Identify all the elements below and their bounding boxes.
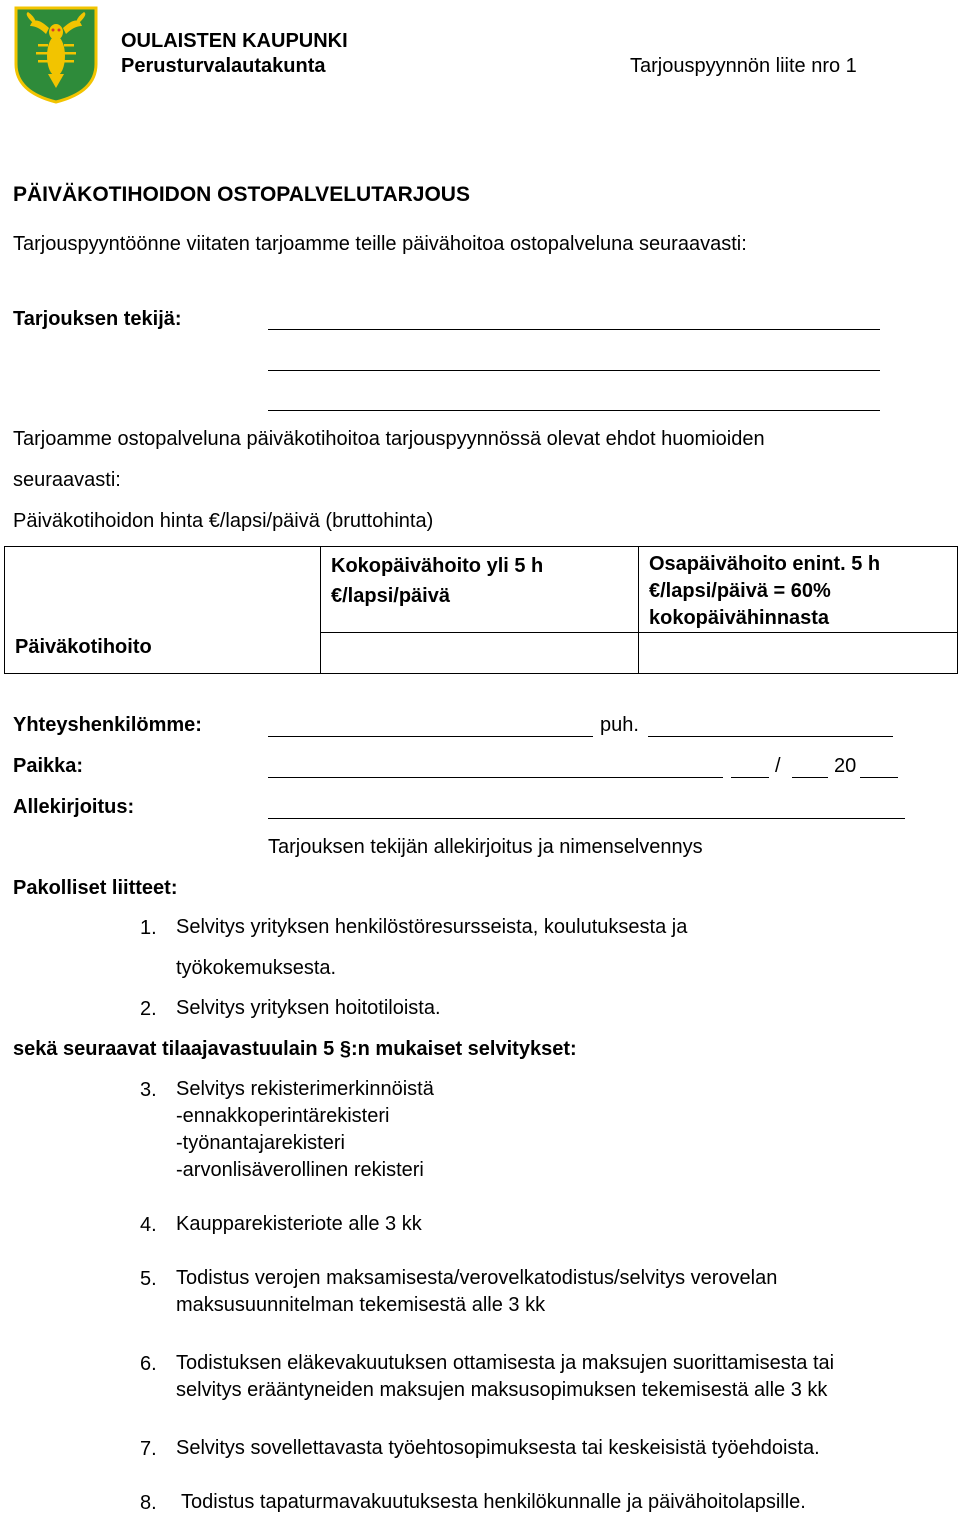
contact-name-line[interactable] bbox=[268, 736, 593, 737]
attachment-number: 6. bbox=[140, 1353, 157, 1375]
offer-paragraph-line1: Tarjoamme ostopalveluna päiväkotihoitoa tarjouspyynnössä olevat ehdot huomioiden bbox=[13, 428, 765, 450]
signature-caption: Tarjouksen tekijän allekirjoitus ja nimenselvennys bbox=[268, 836, 703, 858]
col-part-day-header bbox=[639, 547, 958, 633]
col-full-day-header bbox=[321, 547, 639, 633]
attachment-text: Todistus verojen maksamisesta/verovelkatodistus/selvitys verovelan bbox=[176, 1267, 778, 1289]
document-title: PÄIVÄKOTIHOIDON OSTOPALVELUTARJOUS bbox=[13, 183, 470, 206]
full-day-price-cell[interactable] bbox=[321, 633, 639, 674]
phone-label: puh. bbox=[600, 714, 639, 736]
col-full-day-line2: €/lapsi/päivä bbox=[331, 585, 450, 607]
attachment-text: Kaupparekisteriote alle 3 kk bbox=[176, 1213, 422, 1235]
attachment-text: työkokemuksesta. bbox=[176, 957, 337, 979]
attachments-subheading: sekä seuraavat tilaajavastuulain 5 §:n mukaiset selvitykset: bbox=[13, 1038, 577, 1060]
attachment-text: -työnantajarekisteri bbox=[176, 1132, 345, 1154]
attachment-text: Selvitys yrityksen henkilöstöresursseista, koulutuksesta ja bbox=[176, 916, 688, 938]
attachment-text: maksusuunnitelman tekemisestä alle 3 kk bbox=[176, 1294, 546, 1316]
attachment-label: Tarjouspyynnön liite nro 1 bbox=[630, 55, 857, 77]
attachment-number: 1. bbox=[140, 917, 157, 939]
attachment-text: -ennakkoperintärekisteri bbox=[176, 1105, 390, 1127]
phone-line[interactable] bbox=[648, 736, 893, 737]
col-part-day-line3: kokopäivähinnasta bbox=[649, 607, 830, 629]
signature-label: Allekirjoitus: bbox=[13, 796, 135, 818]
attachment-text: Selvitys sovellettavasta työehtosopimuksesta tai keskeisistä työehdoista. bbox=[176, 1437, 820, 1459]
offerer-line-3[interactable] bbox=[268, 410, 880, 411]
month-line[interactable] bbox=[792, 777, 828, 778]
place-line[interactable] bbox=[268, 777, 723, 778]
row-label-cell bbox=[5, 547, 321, 674]
contact-label: Yhteyshenkilömme: bbox=[13, 714, 202, 736]
attachments-heading: Pakolliset liitteet: bbox=[13, 877, 178, 899]
attachment-text: Todistus tapaturmavakuutuksesta henkilökunnalle ja päivähoitolapsille. bbox=[181, 1491, 806, 1513]
row-label: Päiväkotihoito bbox=[15, 636, 152, 658]
place-label: Paikka: bbox=[13, 755, 84, 777]
attachment-number: 5. bbox=[140, 1268, 157, 1290]
attachment-number: 2. bbox=[140, 998, 157, 1020]
offerer-line-2[interactable] bbox=[268, 370, 880, 371]
offerer-line-1[interactable] bbox=[268, 329, 880, 330]
attachment-text: -arvonlisäverollinen rekisteri bbox=[176, 1159, 424, 1181]
offer-paragraph-line2: seuraavasti: bbox=[13, 469, 121, 491]
attachment-text: selvitys erääntyneiden maksujen maksusopimuksen tekemisestä alle 3 kk bbox=[176, 1379, 828, 1401]
coat-of-arms-logo bbox=[12, 4, 100, 104]
price-table bbox=[4, 546, 958, 674]
attachment-number: 4. bbox=[140, 1214, 157, 1236]
col-part-day-line1: Osapäivähoito enint. 5 h bbox=[649, 553, 881, 575]
department-name: Perusturvalautakunta bbox=[121, 55, 326, 77]
year-prefix: 20 bbox=[834, 755, 857, 777]
signature-line[interactable] bbox=[268, 818, 905, 819]
attachment-number: 7. bbox=[140, 1438, 157, 1460]
attachment-text: Selvitys yrityksen hoitotiloista. bbox=[176, 997, 441, 1019]
attachment-number: 3. bbox=[140, 1079, 157, 1101]
attachment-text: Selvitys rekisterimerkinnöistä bbox=[176, 1078, 434, 1100]
offerer-label: Tarjouksen tekijä: bbox=[13, 308, 182, 330]
attachment-number: 8. bbox=[140, 1492, 157, 1514]
org-name: OULAISTEN KAUPUNKI bbox=[121, 30, 348, 52]
col-full-day-line1: Kokopäivähoito yli 5 h bbox=[331, 555, 544, 577]
col-part-day-line2: €/lapsi/päivä = 60% bbox=[649, 580, 831, 602]
part-day-price-cell[interactable] bbox=[639, 633, 958, 674]
attachment-text: Todistuksen eläkevakuutuksen ottamisesta ja maksujen suorittamisesta tai bbox=[176, 1352, 835, 1374]
intro-text: Tarjouspyyntöönne viitaten tarjoamme teille päivähoitoa ostopalveluna seuraavasti: bbox=[13, 233, 747, 255]
day-line[interactable] bbox=[731, 777, 769, 778]
price-heading: Päiväkotihoidon hinta €/lapsi/päivä (bruttohinta) bbox=[13, 510, 434, 532]
year-line[interactable] bbox=[860, 777, 898, 778]
date-slash: / bbox=[775, 755, 781, 777]
